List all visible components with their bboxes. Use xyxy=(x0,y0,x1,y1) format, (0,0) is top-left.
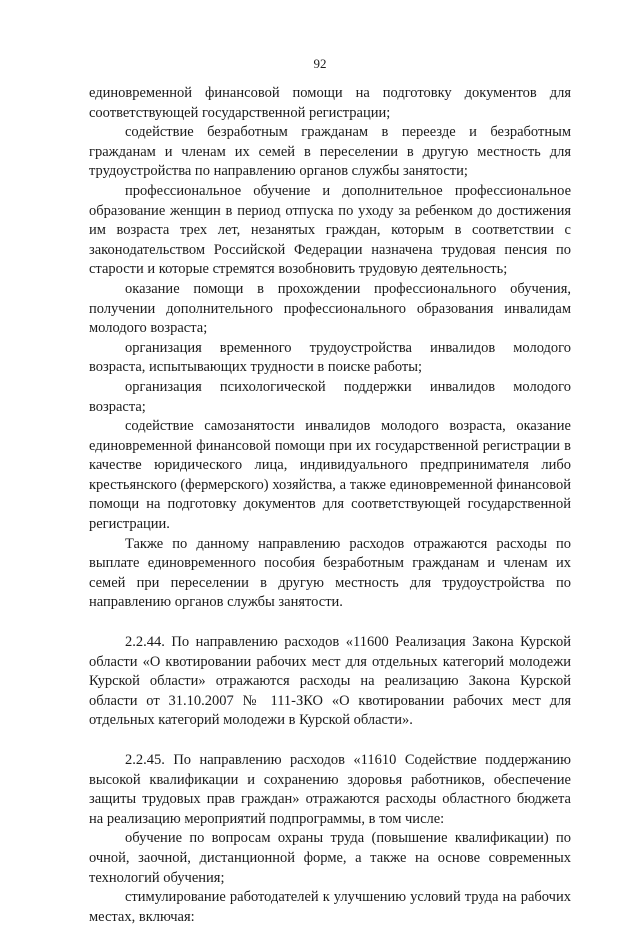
paragraph-psychological-support: организация психологической поддержки инвалидов молодого возраста; xyxy=(89,378,571,415)
paragraph-also-expenses: Также по данному направлению расходов отражаются расходы по выплате единовременного пособия безработным гражданам и членам их семей при переселении в другую местность для трудоустройства по направлению органов службы занятости. xyxy=(89,535,571,611)
document-body xyxy=(89,84,571,927)
paragraph-professional-training-women: профессиональное обучение и дополнительное профессиональное образование женщин в период отпуска по уходу за ребенком до достижения им возраста трех лет, незанятых граждан, которым в соответствии с законодательством Российской Федерации назначена трудовая пенсия по старости и которые стремятся возобновить трудовую деятельность; xyxy=(89,182,571,278)
paragraph-temporary-employment: организация временного трудоустройства инвалидов молодого возраста, испытывающих трудности в поиске работы; xyxy=(89,339,571,376)
page-number: 92 xyxy=(313,56,327,71)
paragraph-safety-training: обучение по вопросам охраны труда (повышение квалификации) по очной, заочной, дистанционной форме, а также на основе современных технологий обучения; xyxy=(89,830,571,886)
paragraph-relocation-assistance: содействие безработным гражданам в переезде и безработным гражданам и членам их семей в переселении в другую местность для трудоустройства по направлению органов службы занятости; xyxy=(89,124,571,180)
paragraph-section-2-2-44: 2.2.44. По направлению расходов «11600 Реализация Закона Курской области «О квотировании рабочих мест для отдельных категорий молодежи Курской области» отражаются расходы на реализацию Закона Курской области от 31.10.2007 № 111-ЗКО «О квотировании рабочих мест для отдельных категорий молодежи в Курской области». xyxy=(89,634,571,729)
paragraph-employer-incentives: стимулирование работодателей к улучшению условий труда на рабочих местах, включая: xyxy=(89,889,571,925)
paragraph-continued: единовременной финансовой помощи на подготовку документов для соответствующей государственной регистрации; xyxy=(89,85,571,121)
paragraph-disabled-training: оказание помощи в прохождении профессионального обучения, получении дополнительного профессионального образования инвалидам молодого возраста; xyxy=(89,280,571,337)
paragraph-self-employment: содействие самозанятости инвалидов молодого возраста, оказание единовременной финансовой помощи при их государственной регистрации в качестве юридического лица, индивидуального предпринимателя либо крестьянского (фермерского) хозяйства, а также единовременной финансовой помощи на подготовку документов для соответствующей государственной регистрации. xyxy=(89,418,571,533)
section-gap xyxy=(89,613,571,633)
paragraph-section-2-2-45: 2.2.45. По направлению расходов «11610 Содействие поддержанию высокой квалификации и сохранению здоровья работников, обеспечение защиты трудовых прав граждан» отражаются расходы областного бюджета на реализацию мероприятий подпрограммы, в том числе: xyxy=(89,752,571,827)
section-gap xyxy=(89,731,571,751)
